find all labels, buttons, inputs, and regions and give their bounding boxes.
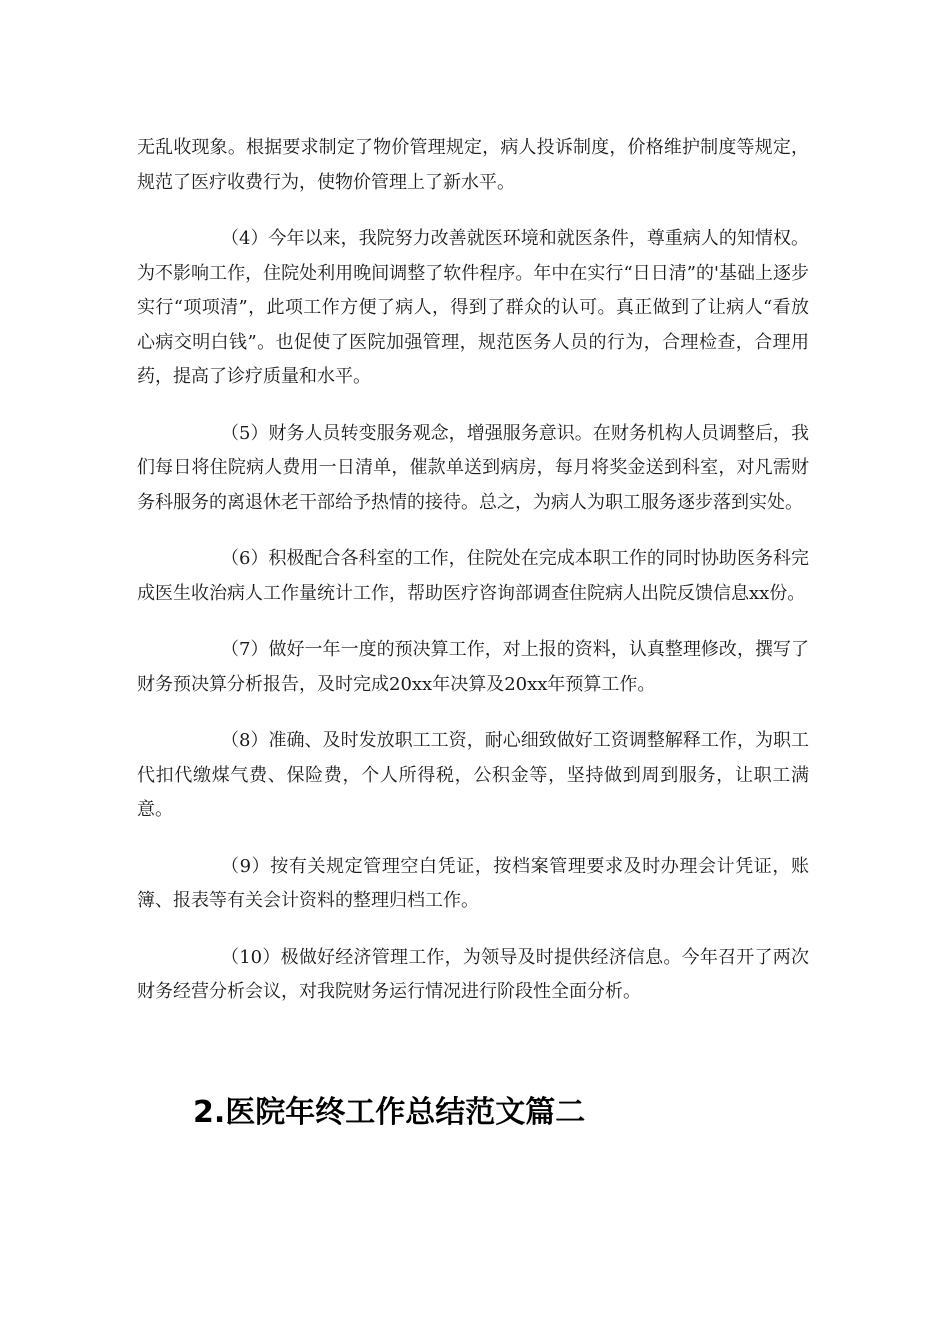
paragraph-continuation: 无乱收现象。根据要求制定了物价管理规定，病人投诉制度，价格维护制度等规定，规范了医疗收费行为，使物价管理上了新水平。	[137, 137, 809, 193]
paragraph-item-4: （4）今年以来，我院努力改善就医环境和就医条件，尊重病人的知情权。为不影响工作，住院处利用晚间调整了软件程序。年中在实行“日日清”的'基础上逐步实行“项项清”，此项工作方便了病人，得到了群众的认可。真正做到了让病人“看放心病交明白钱”。也促使了医院加强管理，规范医务人员的行为，合理检查，合理用药，提高了诊疗质量和水平。	[137, 228, 809, 387]
paragraph-item-9: （9）按有关规定管理空白凭证，按档案管理要求及时办理会计凭证，账簿、报表等有关会计资料的整理归档工作。	[137, 855, 809, 911]
paragraph-item-6: （6）积极配合各科室的工作，住院处在完成本职工作的同时协助医务科完成医生收治病人工作量统计工作，帮助医疗咨询部调查住院病人出院反馈信息xx份。	[137, 548, 809, 604]
paragraph-item-10: （10）极做好经济管理工作，为领导及时提供经济信息。今年召开了两次财务经营分析会议，对我院财务运行情况进行阶段性全面分析。	[137, 946, 809, 1002]
paragraph-item-8: （8）准确、及时发放职工工资，耐心细致做好工资调整解释工作，为职工代扣代缴煤气费、保险费，个人所得税，公积金等，坚持做到周到服务，让职工满意。	[137, 730, 809, 820]
paragraph-item-5: （5）财务人员转变服务观念，增强服务意识。在财务机构人员调整后，我们每日将住院病人费用一日清单，催款单送到病房，每月将奖金送到科室，对凡需财务科服务的离退休老干部给予热情的接待。总之，为病人为职工服务逐步落到实处。	[137, 422, 809, 513]
document-body	[137, 131, 809, 1032]
paragraph-item-7: （7）做好一年一度的预决算工作，对上报的资料，认真整理修改，撰写了财务预决算分析报告，及时完成20xx年决算及20xx年预算工作。	[137, 639, 809, 695]
section-heading: 2.医院年终工作总结范文篇二	[193, 1095, 586, 1130]
